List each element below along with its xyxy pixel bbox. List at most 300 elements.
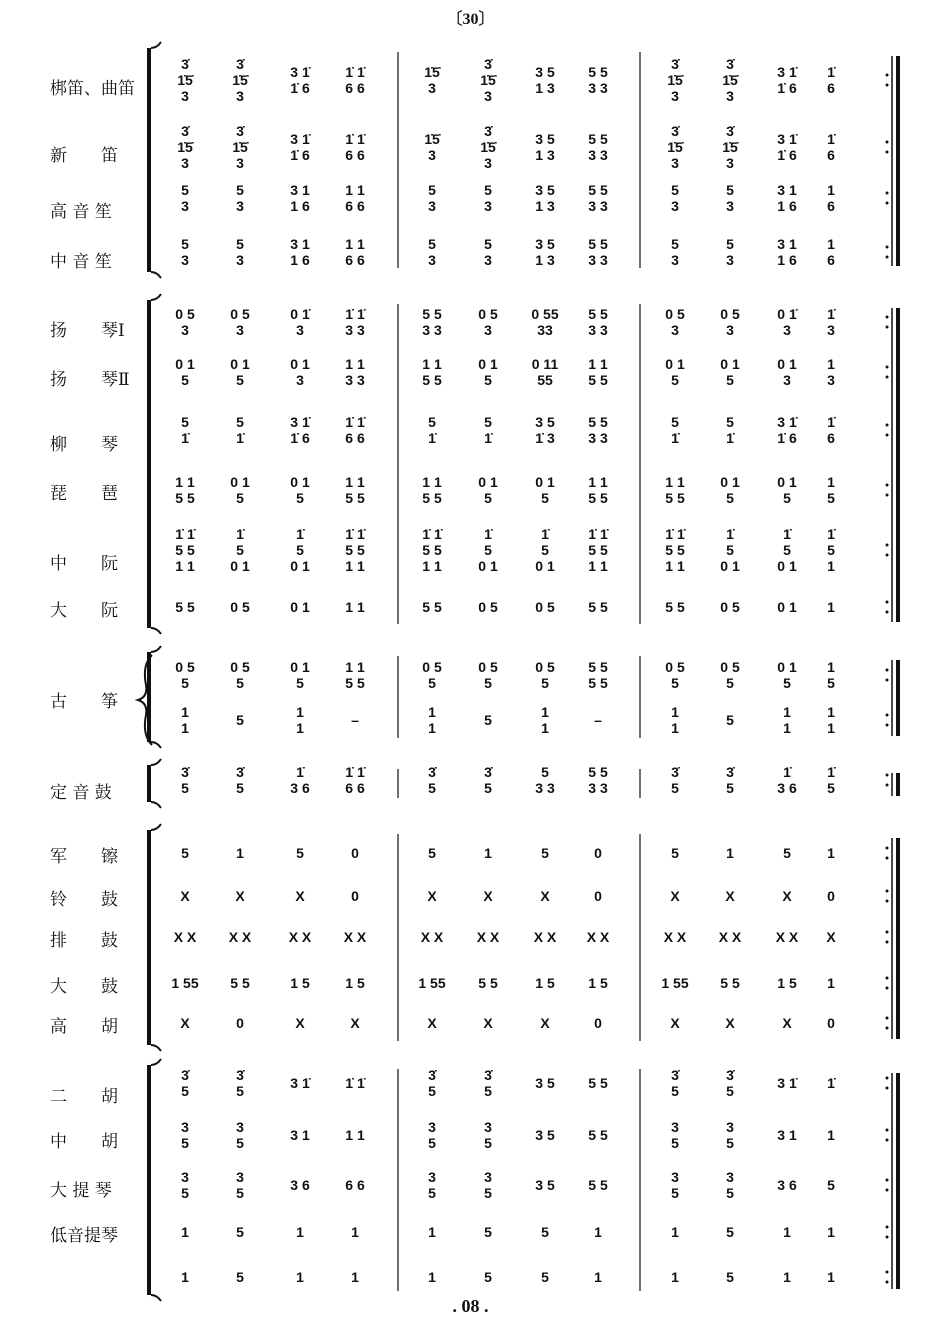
note-cell: 0 5 — [230, 306, 250, 322]
note-cell: 1 1 — [588, 558, 608, 574]
note-cell: 0 1 — [720, 558, 740, 574]
note-cell: 0 5 — [535, 659, 555, 675]
note-cell: 1 — [827, 236, 835, 252]
note-cell: 1̇5̇ — [667, 139, 683, 155]
note-cell: 5 5 — [175, 542, 195, 558]
note-cell: 1 — [236, 845, 244, 861]
note-cell: 5 — [484, 490, 492, 506]
note-cell: 1̇ 6 — [290, 430, 310, 446]
note-cell: 3 — [181, 1119, 189, 1135]
note-cell: 3 — [484, 322, 492, 338]
note-cell: 5 5 — [720, 975, 740, 991]
note-cell: 5 — [541, 675, 549, 691]
note-cell: 3 5 — [535, 414, 555, 430]
note-cell: 5 — [236, 712, 244, 728]
note-cell: 5 5 — [588, 675, 608, 691]
note-cell: 5 5 — [588, 372, 608, 388]
note-cell: 1̇ — [296, 764, 304, 780]
repeat-dot — [886, 544, 889, 547]
note-cell: 1 — [428, 720, 436, 736]
note-cell: 0 5 — [720, 659, 740, 675]
instrument-label: 大 鼓 — [50, 977, 118, 997]
note-cell: 0 1 — [665, 356, 685, 372]
instrument-label: 中 阮 — [50, 554, 118, 574]
note-cell: 5 5 — [175, 490, 195, 506]
note-cell: 1 1 — [175, 474, 195, 490]
note-cell: 5 — [236, 1224, 244, 1240]
note-cell: 3 — [181, 198, 189, 214]
repeat-dot — [886, 1189, 889, 1192]
note-cell: 33 — [537, 322, 553, 338]
note-cell: 1 — [827, 975, 835, 991]
note-cell: 0 5 — [422, 659, 442, 675]
instrument-label: 高 音 笙 — [50, 202, 112, 222]
note-cell: 1̇5̇ — [480, 139, 496, 155]
note-cell: 0 — [236, 1015, 244, 1031]
note-cell: 3 1̇ — [290, 64, 310, 80]
repeat-dot — [886, 1139, 889, 1142]
note-cell: 6 6 — [345, 780, 365, 796]
note-cell: 3 6 — [777, 780, 797, 796]
note-cell: 5 — [484, 675, 492, 691]
note-cell: 1 — [726, 845, 734, 861]
note-cell: 1̇ — [181, 430, 189, 446]
note-cell: 5 5 — [345, 675, 365, 691]
note-cell: 3 — [726, 322, 734, 338]
note-cell: 3 5 — [535, 1075, 555, 1091]
note-cell: 3 — [296, 372, 304, 388]
instrument-label: 高 胡 — [50, 1017, 118, 1037]
note-cell: 3 — [181, 155, 189, 171]
note-cell: 3 3 — [345, 322, 365, 338]
note-cell: 5 5 — [588, 1127, 608, 1143]
note-cell: 5 — [181, 845, 189, 861]
note-cell: 0 1 — [777, 356, 797, 372]
note-cell: 3 3 — [588, 198, 608, 214]
instrument-label: 军 镲 — [50, 847, 118, 867]
note-cell: 3 — [236, 322, 244, 338]
note-cell: 5 — [484, 542, 492, 558]
note-cell: 3 6 — [777, 1177, 797, 1193]
note-cell: 3 3 — [588, 430, 608, 446]
note-cell: 0 5 — [478, 659, 498, 675]
repeat-dot — [886, 434, 889, 437]
repeat-dot — [886, 724, 889, 727]
note-cell: 1̇5̇ — [722, 72, 738, 88]
note-cell: 3 — [671, 88, 679, 104]
note-cell: X — [782, 1015, 792, 1031]
note-cell: 5 — [484, 182, 492, 198]
note-cell: 1 — [594, 1224, 602, 1240]
note-cell: 1̇ 6 — [290, 80, 310, 96]
note-cell: 1 — [181, 1224, 189, 1240]
note-cell: 3 — [236, 1169, 244, 1185]
note-cell: 1 — [827, 474, 835, 490]
note-cell: 0 1 — [230, 558, 250, 574]
note-cell: 1 — [827, 599, 835, 615]
note-cell: 1̇ — [236, 430, 244, 446]
note-cell: 5 5 — [422, 490, 442, 506]
repeat-dot — [886, 1027, 889, 1030]
note-cell: 3 — [783, 372, 791, 388]
note-cell: 1 1 — [588, 356, 608, 372]
note-cell: 3 — [726, 88, 734, 104]
note-cell: 5 — [726, 414, 734, 430]
repeat-dot — [886, 941, 889, 944]
note-cell: 3 1 — [290, 1127, 310, 1143]
note-cell: 1̇ 1̇ — [345, 1075, 365, 1091]
instrument-label: 大 提 琴 — [50, 1181, 112, 1201]
note-cell: 3 — [827, 322, 835, 338]
note-cell: X — [180, 888, 190, 904]
note-cell: 6 6 — [345, 198, 365, 214]
note-cell: 0 — [827, 1015, 835, 1031]
note-cell: 5 — [236, 372, 244, 388]
group-bracket — [147, 48, 151, 272]
note-cell: 5 — [236, 182, 244, 198]
note-cell: 5 5 — [345, 542, 365, 558]
note-cell: 0 — [827, 888, 835, 904]
note-cell: 3 — [484, 1119, 492, 1135]
note-cell: 3 — [726, 155, 734, 171]
note-cell: 3̇ — [671, 1067, 679, 1083]
note-cell: 1 — [296, 1224, 304, 1240]
note-cell: 3 1 — [290, 236, 310, 252]
note-cell: 3 — [726, 1169, 734, 1185]
note-cell: 1 — [428, 704, 436, 720]
repeat-dot — [886, 784, 889, 787]
note-cell: 1̇5̇ — [232, 72, 248, 88]
repeat-dot — [886, 1179, 889, 1182]
note-cell: 5 5 — [665, 490, 685, 506]
note-cell: X — [670, 888, 680, 904]
final-barline-thick — [896, 56, 900, 266]
note-cell: 5 — [428, 182, 436, 198]
note-cell: 5 5 — [588, 131, 608, 147]
bracket-hook — [151, 824, 161, 830]
note-cell: 1̇ 3 — [535, 430, 555, 446]
instrument-label: 大 阮 — [50, 601, 118, 621]
note-cell: 5 — [296, 542, 304, 558]
note-cell: 5 5 — [230, 975, 250, 991]
note-cell: 1̇ — [827, 1075, 835, 1091]
note-cell: 0 1 — [230, 356, 250, 372]
note-cell: 1̇5̇ — [722, 139, 738, 155]
note-cell: 5 5 — [345, 490, 365, 506]
note-cell: 1 — [783, 1224, 791, 1240]
note-cell: 1̇ — [671, 430, 679, 446]
note-cell: 3 1̇ — [777, 1075, 797, 1091]
note-cell: 5 5 — [588, 599, 608, 615]
instrument-label: 新 笛 — [50, 146, 118, 166]
note-cell: 5 — [484, 1083, 492, 1099]
note-cell: 5 — [181, 414, 189, 430]
note-cell: 3 6 — [290, 1177, 310, 1193]
note-cell: 1 — [671, 1269, 679, 1285]
group-bracket — [147, 1065, 151, 1295]
note-cell: 1̇5̇ — [232, 139, 248, 155]
note-cell: 0 1 — [777, 659, 797, 675]
note-cell: 1 55 — [661, 975, 689, 991]
note-cell: 0 1 — [230, 474, 250, 490]
note-cell: 0 5 — [478, 306, 498, 322]
note-cell: 5 — [783, 542, 791, 558]
note-cell: 3̇ — [236, 1067, 244, 1083]
final-barline-thick — [896, 308, 900, 622]
note-cell: 3 — [236, 1119, 244, 1135]
note-cell: 5 5 — [588, 64, 608, 80]
note-cell: 3̇ — [181, 56, 189, 72]
note-cell: 3̇ — [181, 764, 189, 780]
note-cell: 5 — [181, 1185, 189, 1201]
repeat-dot — [886, 890, 889, 893]
bracket-hook — [151, 802, 161, 808]
note-cell: 1̇5̇ — [480, 72, 496, 88]
repeat-dot — [886, 202, 889, 205]
note-cell: 1 — [783, 1269, 791, 1285]
note-cell: 5 — [484, 1269, 492, 1285]
note-cell: 5 — [726, 780, 734, 796]
note-cell: 5 — [236, 1269, 244, 1285]
note-cell: 3 — [783, 322, 791, 338]
note-cell: 3 3 — [345, 372, 365, 388]
note-cell: 1 — [827, 182, 835, 198]
note-cell: 5 5 — [588, 182, 608, 198]
note-cell: 3 — [428, 1169, 436, 1185]
note-cell: 5 — [783, 490, 791, 506]
note-cell: 1 — [296, 720, 304, 736]
note-cell: 5 5 — [588, 490, 608, 506]
note-cell: 0 5 — [478, 599, 498, 615]
note-cell: 3 5 — [535, 1177, 555, 1193]
note-cell: 3 5 — [535, 64, 555, 80]
note-cell: 1̇ — [783, 764, 791, 780]
note-cell: 5 — [671, 1185, 679, 1201]
note-cell: 6 — [827, 80, 835, 96]
note-cell: X X — [476, 929, 500, 945]
note-cell: 3̇ — [726, 1067, 734, 1083]
note-cell: 1 1 — [345, 1127, 365, 1143]
note-cell: 3 — [236, 252, 244, 268]
note-cell: 1 — [351, 1269, 359, 1285]
note-cell: 5 — [236, 414, 244, 430]
note-cell: 1 — [671, 704, 679, 720]
note-cell: 1 1 — [345, 659, 365, 675]
note-cell: 5 — [181, 236, 189, 252]
note-cell: 6 6 — [345, 1177, 365, 1193]
note-cell: 0 1 — [720, 474, 740, 490]
note-cell: 5 — [671, 780, 679, 796]
repeat-dot — [886, 1077, 889, 1080]
note-cell: 3 3 — [422, 322, 442, 338]
note-cell: 3 — [827, 372, 835, 388]
note-cell: 3 — [181, 322, 189, 338]
note-cell: 3 — [484, 88, 492, 104]
note-cell: 1 3 — [535, 252, 555, 268]
note-cell: 0 5 — [665, 306, 685, 322]
note-cell: 3 — [236, 155, 244, 171]
note-cell: 3̇ — [236, 56, 244, 72]
note-cell: 3̇ — [428, 1067, 436, 1083]
note-cell: – — [351, 712, 359, 728]
note-cell: 1̇ — [428, 430, 436, 446]
note-cell: 1̇5̇ — [177, 139, 193, 155]
note-cell: 1 5 — [535, 975, 555, 991]
note-cell: 5 5 — [588, 306, 608, 322]
note-cell: 5 — [671, 1083, 679, 1099]
repeat-dot — [886, 246, 889, 249]
note-cell: 5 — [827, 542, 835, 558]
note-cell: 3 1̇ — [290, 414, 310, 430]
note-cell: 1 55 — [418, 975, 446, 991]
instrument-label: 定 音 鼓 — [50, 783, 112, 803]
note-cell: 1 — [296, 1269, 304, 1285]
note-cell: X X — [586, 929, 610, 945]
note-cell: 1̇ — [783, 526, 791, 542]
note-cell: X — [670, 1015, 680, 1031]
note-cell: 3̇ — [671, 56, 679, 72]
note-cell: 0 5 — [230, 659, 250, 675]
note-cell: 5 — [236, 1083, 244, 1099]
repeat-dot — [886, 601, 889, 604]
note-cell: 3 — [181, 252, 189, 268]
instrument-label: 扬 琴Ⅰ — [50, 321, 125, 341]
repeat-dot — [886, 1017, 889, 1020]
repeat-dot — [886, 611, 889, 614]
note-cell: 1 1 — [345, 236, 365, 252]
bracket-hook — [151, 742, 161, 748]
note-cell: 5 — [827, 490, 835, 506]
final-barline-thick — [896, 660, 900, 736]
note-cell: 0 — [351, 888, 359, 904]
repeat-dot — [886, 1236, 889, 1239]
note-cell: 6 6 — [345, 80, 365, 96]
note-cell: 3̇ — [484, 764, 492, 780]
note-cell: 3 3 — [588, 322, 608, 338]
note-cell: 1̇ 1̇ — [345, 131, 365, 147]
note-cell: 5 — [671, 182, 679, 198]
note-cell: X — [483, 888, 493, 904]
note-cell: 1 — [671, 1224, 679, 1240]
note-cell: X — [725, 888, 735, 904]
note-cell: 3̇ — [671, 123, 679, 139]
note-cell: 1̇ — [236, 526, 244, 542]
note-cell: 3 — [484, 198, 492, 214]
note-cell: 3 3 — [588, 252, 608, 268]
note-cell: 5 5 — [588, 659, 608, 675]
note-cell: 5 — [541, 490, 549, 506]
note-cell: 5 — [541, 845, 549, 861]
note-cell: 5 — [181, 182, 189, 198]
note-cell: 3 — [671, 252, 679, 268]
repeat-dot — [886, 774, 889, 777]
repeat-dot — [886, 1226, 889, 1229]
note-cell: 1̇ 1̇ — [345, 64, 365, 80]
note-cell: 6 6 — [345, 147, 365, 163]
note-cell: 5 — [236, 1135, 244, 1151]
note-cell: 3 1 — [290, 182, 310, 198]
note-cell: 1̇ — [541, 526, 549, 542]
note-cell: 1̇ 1̇ — [345, 526, 365, 542]
group-bracket — [147, 765, 151, 802]
repeat-dot — [886, 192, 889, 195]
note-cell: 3 — [726, 198, 734, 214]
note-cell: 5 — [671, 414, 679, 430]
final-barline-thick — [896, 838, 900, 1039]
bracket-hook — [151, 628, 161, 634]
note-cell: 1 1 — [175, 558, 195, 574]
note-cell: 3 1 — [777, 1127, 797, 1143]
note-cell: 0 1 — [535, 558, 555, 574]
note-cell: 1 — [594, 1269, 602, 1285]
note-cell: 5 — [827, 1177, 835, 1193]
note-cell: 5 — [181, 780, 189, 796]
note-cell: 5 5 — [422, 372, 442, 388]
note-cell: 1̇ 6 — [777, 430, 797, 446]
note-cell: 1 5 — [290, 975, 310, 991]
note-cell: 1 — [296, 704, 304, 720]
note-cell: 5 — [236, 1185, 244, 1201]
note-cell: 3̇ — [484, 123, 492, 139]
note-cell: 0 1 — [175, 356, 195, 372]
group-bracket — [147, 830, 151, 1045]
note-cell: 6 — [827, 198, 835, 214]
note-cell: 0 1̇ — [290, 306, 310, 322]
note-cell: 5 — [726, 675, 734, 691]
instrument-label: 铃 鼓 — [50, 890, 118, 910]
note-cell: X — [782, 888, 792, 904]
instrument-label: 中 胡 — [50, 1132, 118, 1152]
repeat-dot — [886, 151, 889, 154]
note-cell: X — [235, 888, 245, 904]
note-cell: 3 — [296, 322, 304, 338]
group-bracket — [147, 652, 151, 742]
note-cell: 1 3 — [535, 147, 555, 163]
note-cell: 5 — [726, 372, 734, 388]
note-cell: 1̇ 1̇ — [175, 526, 195, 542]
note-cell: 5 — [236, 490, 244, 506]
note-cell: 3 — [726, 1119, 734, 1135]
note-cell: 1̇ 6 — [290, 147, 310, 163]
note-cell: 0 1 — [290, 599, 310, 615]
note-cell: 0 5 — [720, 306, 740, 322]
note-cell: 1 1 — [422, 558, 442, 574]
note-cell: 1 1 — [345, 558, 365, 574]
note-cell: 1 — [827, 720, 835, 736]
note-cell: 3̇ — [236, 123, 244, 139]
note-cell: 3 — [236, 88, 244, 104]
note-cell: X — [483, 1015, 493, 1031]
repeat-dot — [886, 141, 889, 144]
note-cell: 5 — [296, 675, 304, 691]
bracket-hook — [151, 1045, 161, 1051]
note-cell: 5 5 — [422, 599, 442, 615]
note-cell: X X — [420, 929, 444, 945]
instrument-label: 扬 琴Ⅱ — [50, 370, 130, 390]
note-cell: 0 1 — [290, 558, 310, 574]
repeat-dot — [886, 366, 889, 369]
note-cell: 5 — [428, 1135, 436, 1151]
note-cell: 0 1 — [290, 659, 310, 675]
note-cell: 3 — [428, 147, 436, 163]
note-cell: 1 — [428, 1224, 436, 1240]
note-cell: 6 — [827, 252, 835, 268]
note-cell: 3 — [671, 1119, 679, 1135]
note-cell: 3 — [181, 88, 189, 104]
note-cell: 1 6 — [290, 198, 310, 214]
note-cell: 0 — [594, 1015, 602, 1031]
note-cell: X X — [343, 929, 367, 945]
